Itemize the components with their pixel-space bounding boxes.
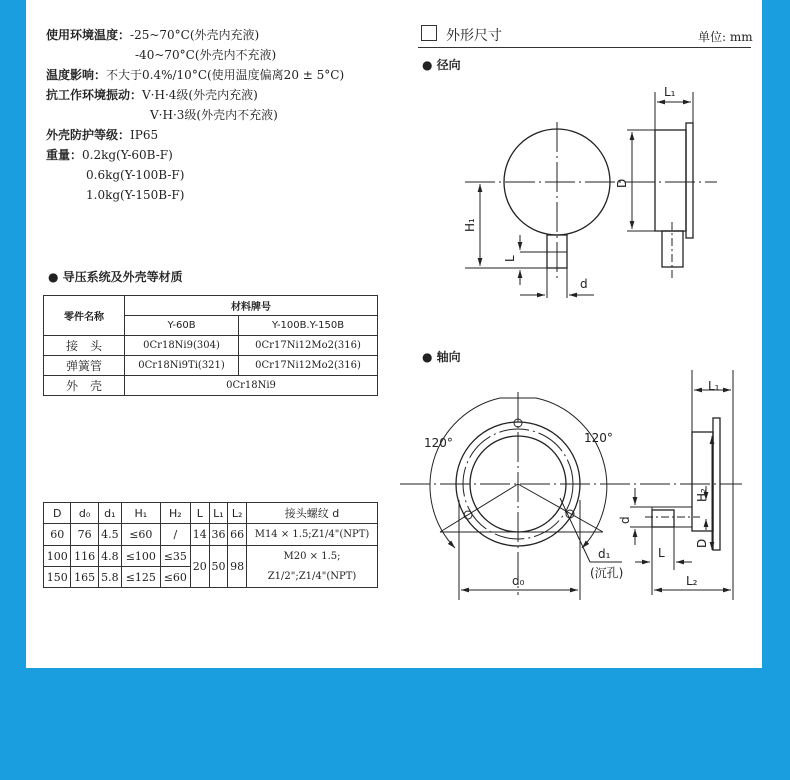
cell: d₁ xyxy=(98,503,121,524)
cell: 0Cr17Ni12Mo2(316) xyxy=(239,336,378,356)
cell: ≤60 xyxy=(160,567,190,588)
cell: 0Cr18Ni9 xyxy=(125,376,378,396)
label-d1: d₁ xyxy=(598,547,611,561)
cell: 20 xyxy=(190,546,209,588)
cell: 14 xyxy=(190,524,209,546)
radial-title: ● 径向 xyxy=(422,58,461,72)
header-part: 零件名称 xyxy=(44,296,125,336)
label-angle-right: 120° xyxy=(584,431,613,445)
cell: 76 xyxy=(71,524,98,546)
cell: ≤125 xyxy=(121,567,160,588)
cell: 接 头 xyxy=(44,336,125,356)
cell: d₀ xyxy=(71,503,98,524)
spec-weight-2: 0.6kg(Y-100B-F) xyxy=(86,168,185,182)
cell: M20 × 1.5; xyxy=(247,546,378,567)
header-material: 材料牌号 xyxy=(125,296,378,316)
label-D: D xyxy=(615,178,629,188)
label-L1: L₁ xyxy=(664,85,676,99)
cell: ≤100 xyxy=(121,546,160,567)
cell: D xyxy=(44,503,71,524)
label-L2: L₂ xyxy=(686,574,698,588)
cell: L xyxy=(190,503,209,524)
spec-vibration: 抗工作环境振动：V·H·4级(外壳内充液) xyxy=(46,88,258,102)
cell: ≤35 xyxy=(160,546,190,567)
spec-ip: 外壳防护等级：IP65 xyxy=(46,128,159,142)
materials-title: ● 导压系统及外壳等材质 xyxy=(48,270,183,284)
cell: 60 xyxy=(44,524,71,546)
outline-title: 外形尺寸 xyxy=(446,28,502,44)
cell: 36 xyxy=(209,524,228,546)
cell: 接头螺纹 d xyxy=(247,503,378,524)
label-H2: H₂ xyxy=(695,488,709,502)
label-countersunk: (沉孔) xyxy=(590,566,624,580)
cell: / xyxy=(160,524,190,546)
cell: 116 xyxy=(71,546,98,567)
cell: 165 xyxy=(71,567,98,588)
axial-title: ● 轴向 xyxy=(422,350,461,364)
cell: Z1/2";Z1/4"(NPT) xyxy=(247,567,378,588)
radial-view xyxy=(465,92,717,298)
cell: 5.8 xyxy=(98,567,121,588)
cell: H₂ xyxy=(160,503,190,524)
spec-vibration-2: V·H·3级(外壳内不充液) xyxy=(150,108,278,122)
cell: H₁ xyxy=(121,503,160,524)
cell: ≤60 xyxy=(121,524,160,546)
label-axial-D: D xyxy=(695,538,709,548)
cell: 0Cr17Ni12Mo2(316) xyxy=(239,356,378,376)
cell: 弹簧管 xyxy=(44,356,125,376)
axial-view xyxy=(400,370,742,600)
cell: M14 × 1.5;Z1/4"(NPT) xyxy=(247,524,378,546)
spec-weight-3: 1.0kg(Y-150B-F) xyxy=(86,188,185,202)
label-d: d xyxy=(580,277,588,291)
cell: 外 壳 xyxy=(44,376,125,396)
label-axial-L1: L₁ xyxy=(708,379,720,393)
cell: 100 xyxy=(44,546,71,567)
header-y60: Y-60B xyxy=(125,316,239,336)
spec-temperature-2: -40~70°C(外壳内不充液) xyxy=(135,48,277,62)
label-L: L xyxy=(503,255,517,262)
cell: 66 xyxy=(228,524,247,546)
cell: 0Cr18Ni9Ti(321) xyxy=(125,356,239,376)
cell: L₁ xyxy=(209,503,228,524)
label-axial-L: L xyxy=(658,546,665,560)
spec-weight: 重量：0.2kg(Y-60B-F) xyxy=(46,148,173,162)
cell: 98 xyxy=(228,546,247,588)
header-y100: Y-100B.Y-150B xyxy=(239,316,378,336)
cell: 50 xyxy=(209,546,228,588)
spec-temp-effect: 温度影响：不大于0.4%/10°C(使用温度偏离20 ± 5°C) xyxy=(46,68,345,82)
unit-label: 单位: mm xyxy=(698,30,753,44)
label-H1: H₁ xyxy=(463,218,477,232)
label-axial-d: d xyxy=(618,516,632,524)
spec-temperature: 使用环境温度：-25~70°C(外壳内充液) xyxy=(46,28,260,42)
label-angle-left: 120° xyxy=(424,436,453,450)
label-d0: d₀ xyxy=(512,574,525,588)
cell: 0Cr18Ni9(304) xyxy=(125,336,239,356)
cell: 150 xyxy=(44,567,71,588)
cell: 4.8 xyxy=(98,546,121,567)
cell: L₂ xyxy=(228,503,247,524)
cell: 4.5 xyxy=(98,524,121,546)
